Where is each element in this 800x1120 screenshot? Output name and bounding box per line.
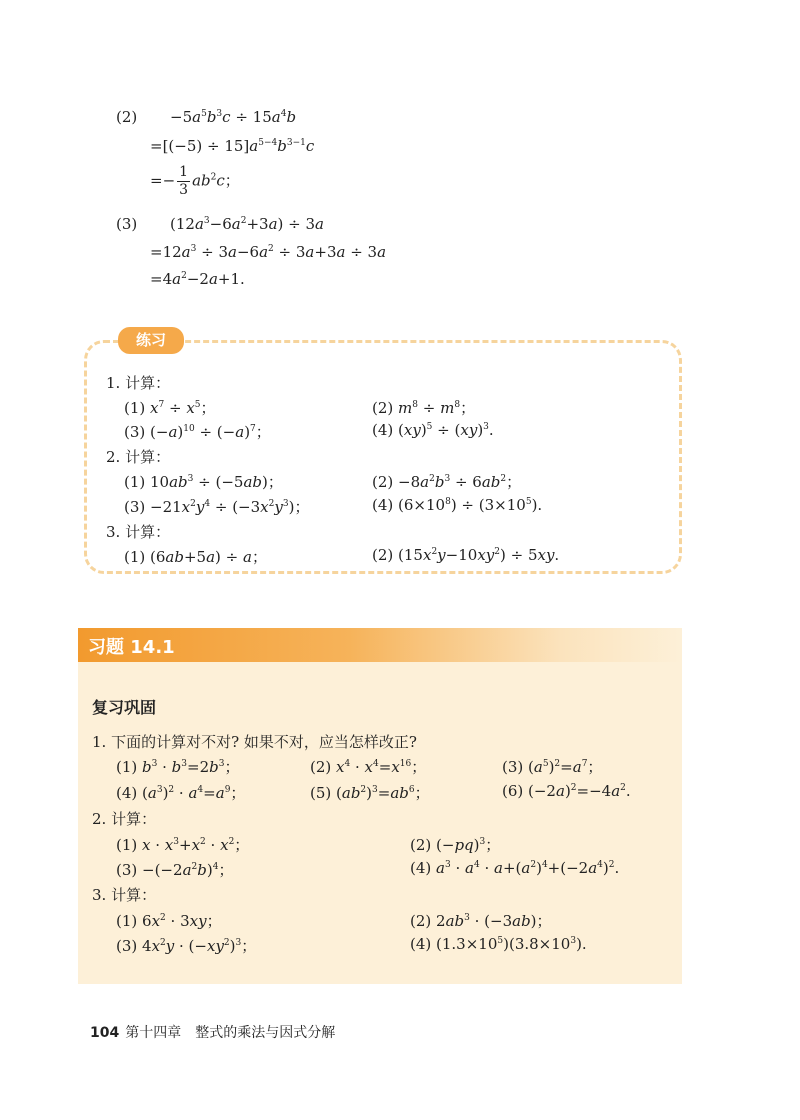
solution-2-line-3: =− $\frac{1}{3}$ $ab^2c$； <box>150 164 240 198</box>
exercise-q1-item-2: (2) $x^4 \cdot x^4=x^{16}$； <box>310 758 427 776</box>
exercise-q2-label: 2. 计算： <box>92 810 157 828</box>
exercise-q3-item-3: (3) $4x^2y \cdot (-xy^2)^3$； <box>116 937 257 955</box>
exercise-q1-label: 1. 下面的计算对不对? 如果不对，应当怎样改正? <box>92 733 417 751</box>
practice-q3-item-1: (1) (6ab+5a) ÷ a； <box>124 548 267 566</box>
practice-q3-label: 3. 计算： <box>106 523 171 541</box>
page-number: 104 <box>90 1025 120 1041</box>
solution-3-label: (3) <box>116 215 138 233</box>
solution-2-label: (2) <box>116 108 138 126</box>
exercise-q3-item-4: (4) $(1.3\times 10^5)(3.8\times 10^3)$. <box>410 935 587 953</box>
practice-q1-item-4: (4) (xy)$^5$ ÷ (xy)$^3$. <box>372 421 494 439</box>
practice-q2-item-3: $(3) -21x^2y^4 \div (-3x^2y^3)$； <box>124 498 310 516</box>
exercise-q3-item-1: (1) $6x^2 \cdot 3xy$； <box>116 912 222 930</box>
exercise-q1-item-5: (5) $(ab^2)^3=ab^6$； <box>310 784 430 802</box>
exercise-subheading: 复习巩固 <box>92 698 157 717</box>
practice-q1-item-2: (2) $m^8 \div m^8$； <box>372 399 476 417</box>
practice-q1-item-1: (1) $x^7 \div x^5$； <box>124 399 216 417</box>
exercise-q1-item-4: (4) $(a^3)^2 \cdot a^4=a^9$； <box>116 784 246 802</box>
practice-q3-item-2: (2) $(15x^2y-10xy^2) \div 5xy$. <box>372 546 560 564</box>
practice-q2-item-4: (4) $(6\times 10^8) \div (3\times 10^5)$. <box>372 496 543 514</box>
solution-3-line-1: $(12a^3-6a^2+3a) \div 3a$ <box>170 215 324 233</box>
practice-q2-item-1: (1) $10ab^3 \div (-5ab)$； <box>124 473 283 491</box>
practice-tag: 练习 <box>118 327 184 354</box>
exercise-q2-item-1: (1) $x \cdot x^3+x^2 \cdot x^2$； <box>116 836 250 854</box>
exercise-title: 习题 14.1 <box>88 637 175 658</box>
solution-2-line-1: $-5a^5b^3c \div 15a^4b$ <box>170 108 297 126</box>
exercise-q1-item-6: (6) $(-2a)^2=-4a^2$. <box>502 782 631 800</box>
chapter-title: 第十四章 整式的乘法与因式分解 <box>125 1025 336 1041</box>
solution-3-line-3: $=4a^2-2a+1$. <box>150 270 245 288</box>
practice-q2-item-2: $(2) -8a^2b^3 \div 6ab^2$； <box>372 473 522 491</box>
practice-q2-label: 2. 计算： <box>106 448 171 466</box>
solution-2-line-2: $=[(-5) \div 15]a^{5-4}b^{3-1}c$ <box>150 137 315 155</box>
exercise-q2-item-3: $(3) -(-2a^2b)^4$； <box>116 861 234 879</box>
page-footer <box>90 1022 335 1042</box>
practice-q1-label: 1. 计算： <box>106 374 171 392</box>
exercise-q2-item-2: (2) $(-pq)^3$； <box>410 836 501 854</box>
exercise-q2-item-4: (4) $a^3 \cdot a^4 \cdot a+(a^2)^4+(-2a^4)^2$. <box>410 859 620 877</box>
exercise-q1-item-1: (1) $b^3 \cdot b^3=2b^3$； <box>116 758 240 776</box>
practice-q1-item-3: (3) $(-a)^{10} \div (-a)^7$； <box>124 423 271 441</box>
practice-box <box>84 340 682 574</box>
exercise-q3-label: 3. 计算： <box>92 886 157 904</box>
exercise-q1-item-3: (3) $(a^5)^2=a^7$； <box>502 758 603 776</box>
exercise-q3-item-2: (2) $2ab^3 \cdot (-3ab)$； <box>410 912 552 930</box>
solution-3-line-2: $=12a^3 \div 3a-6a^2 \div 3a+3a \div 3a$ <box>150 243 387 261</box>
